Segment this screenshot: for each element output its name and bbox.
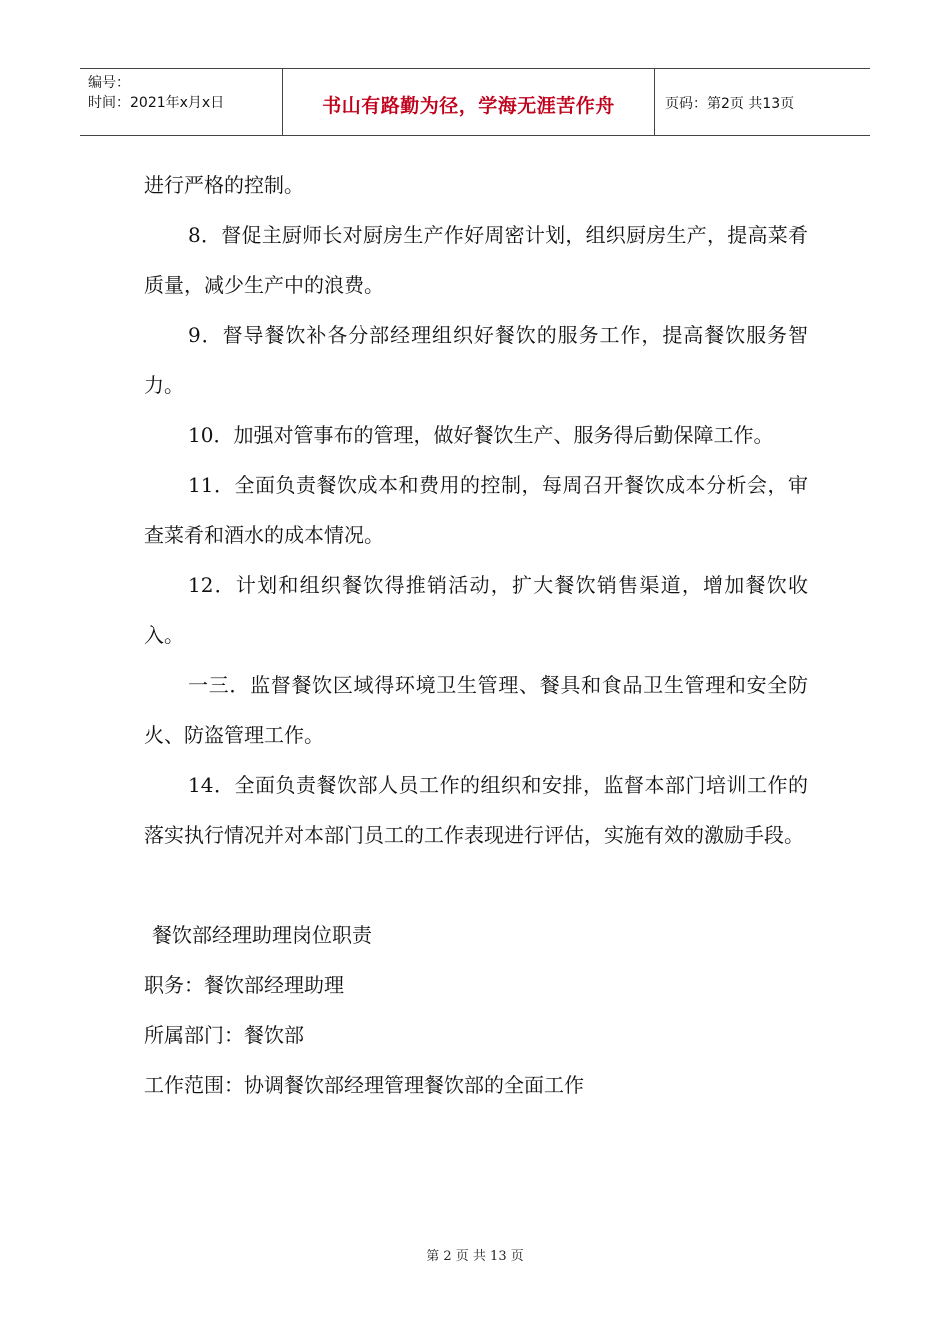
job-position: 职务：餐饮部经理助理 [144,973,344,997]
document-number-label: 编号： [88,75,130,91]
document-date-label: 时间：2021年x月x日 [88,95,225,111]
header-motto: 书山有路勤为径，学海无涯苦作舟 [282,69,655,135]
job-department: 所属部门：餐饮部 [144,1023,304,1047]
body-paragraph: 一三．监督餐饮区域得环境卫生管理、餐具和食品卫生管理和安全防火、防盗管理工作。 [144,673,808,747]
document-body [144,160,808,1110]
body-paragraph: 10．加强对管事布的管理，做好餐饮生产、服务得后勤保障工作。 [188,423,774,447]
body-paragraph: 8．督促主厨师长对厨房生产作好周密计划，组织厨房生产，提高菜肴质量，减少生产中的浪费。 [144,223,808,297]
section-spacer [144,860,808,910]
job-scope: 工作范围：协调餐饮部经理管理餐饮部的全面工作 [144,1073,584,1097]
body-paragraph: 9．督导餐饮补各分部经理组织好餐饮的服务工作，提高餐饮服务智力。 [144,323,808,397]
section-title: 餐饮部经理助理岗位职责 [152,923,372,947]
header-page-code: 页码：第2页 共13页 [665,96,795,112]
header-meta [80,69,282,135]
page-footer: 第 2 页 共 13 页 [426,1249,524,1264]
body-paragraph: 12．计划和组织餐饮得推销活动，扩大餐饮销售渠道，增加餐饮收入。 [144,573,808,647]
page-header [80,68,870,136]
body-paragraph: 11．全面负责餐饮成本和费用的控制，每周召开餐饮成本分析会，审查菜肴和酒水的成本情况。 [144,473,808,547]
body-paragraph: 进行严格的控制。 [144,173,304,197]
body-paragraph: 14．全面负责餐饮部人员工作的组织和安排，监督本部门培训工作的落实执行情况并对本部门员工的工作表现进行评估，实施有效的激励手段。 [144,773,808,847]
